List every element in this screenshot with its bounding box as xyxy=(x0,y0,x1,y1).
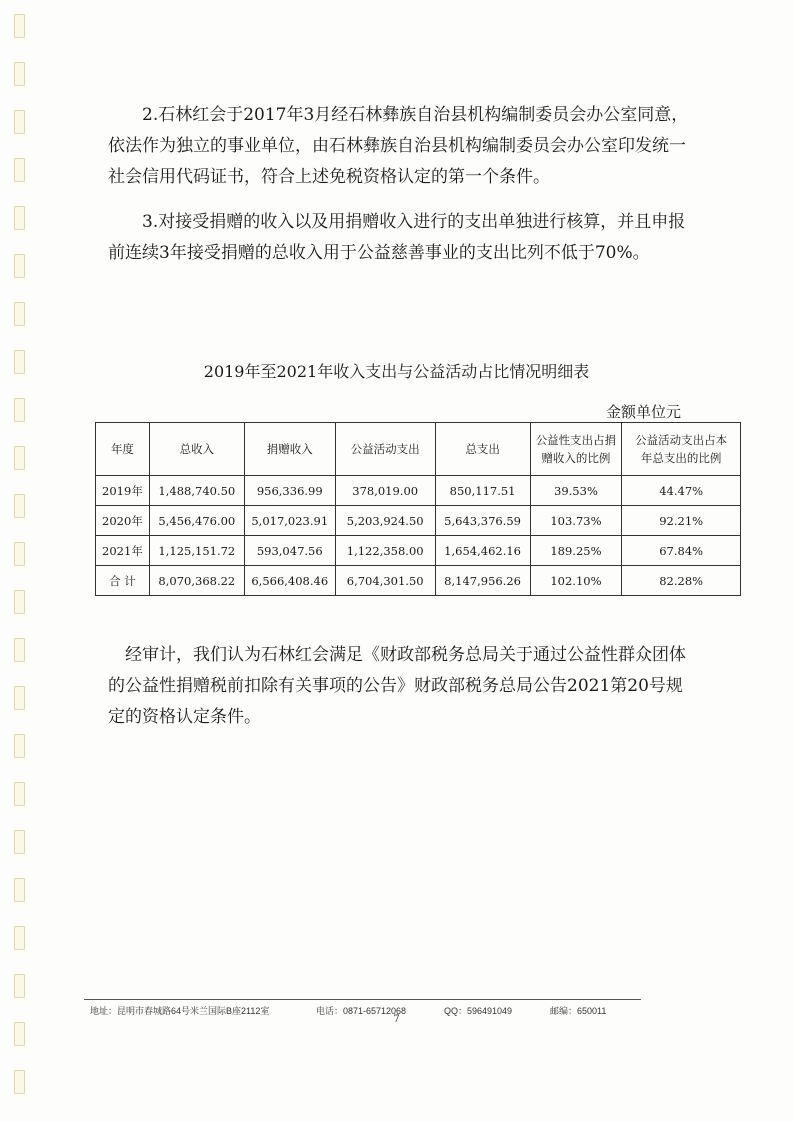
cell-donation-income: 956,336.99 xyxy=(244,476,335,506)
binding-hole xyxy=(14,926,25,950)
cell-ratio-donation: 39.53% xyxy=(530,476,622,506)
binding-hole xyxy=(14,1022,25,1046)
header-total-expense: 总支出 xyxy=(435,423,530,476)
paragraph-conclusion: 经审计，我们认为石林红会满足《财政部税务总局关于通过公益性群众团体的公益性捐赠税前扣除有关事项的公告》财政部税务总局公告2021第20号规定的资格认定条件。 xyxy=(108,645,686,727)
binding-hole xyxy=(14,62,25,86)
binding-hole xyxy=(14,974,25,998)
binding-hole xyxy=(14,638,25,662)
table-title: 2019年至2021年收入支出与公益活动占比情况明细表 xyxy=(203,362,590,381)
header-ratio-total xyxy=(622,423,741,476)
header-donation-income: 捐赠收入 xyxy=(244,423,335,476)
binding-hole xyxy=(14,494,25,518)
binding-hole xyxy=(14,254,25,278)
binding-hole xyxy=(14,206,25,230)
footer-divider xyxy=(84,999,641,1000)
header-ratio-donation-line1: 公益性支出占捐 xyxy=(535,433,617,447)
cell-ratio-total: 44.47% xyxy=(622,476,741,506)
header-charity-expense: 公益活动支出 xyxy=(335,423,435,476)
paragraph-condition-1: 2.石林红会于2017年3月经石林彝族自治县机构编制委员会办公室同意，依法作为独立的事业单位，由石林彝族自治县机构编制委员会办公室印发统一社会信用代码证书，符合上述免税资格认定的第一个条件。 xyxy=(108,105,689,187)
cell-charity-expense: 378,019.00 xyxy=(335,476,435,506)
binding-hole xyxy=(14,302,25,326)
cell-ratio-total: 67.84% xyxy=(622,536,741,566)
binding-hole xyxy=(14,446,25,470)
binding-hole xyxy=(14,158,25,182)
cell-year: 2019年 xyxy=(96,476,150,506)
cell-total-expense: 1,654,462.16 xyxy=(435,536,530,566)
binding-hole xyxy=(14,542,25,566)
header-ratio-total-line1: 公益活动支出占本 xyxy=(635,433,728,447)
cell-total-income: 5,456,476.00 xyxy=(149,506,244,536)
footer-postcode: 邮编：650011 xyxy=(550,1006,607,1016)
page-number: 7 xyxy=(393,1014,400,1025)
cell-total-expense: 850,117.51 xyxy=(435,476,530,506)
cell-total-income: 1,125,151.72 xyxy=(149,536,244,566)
binding-hole xyxy=(14,782,25,806)
binding-hole xyxy=(14,686,25,710)
footer-phone: 电话：0871-65712068 xyxy=(316,1006,407,1016)
cell-ratio-donation: 189.25% xyxy=(530,536,622,566)
table-row xyxy=(96,476,741,506)
footer-qq: QQ：596491049 xyxy=(444,1006,513,1016)
binding-hole xyxy=(14,734,25,758)
binding-hole xyxy=(14,398,25,422)
header-ratio-total-line2: 年总支出的比例 xyxy=(640,451,722,465)
table-row xyxy=(96,536,741,566)
cell-ratio-donation: 103.73% xyxy=(530,506,622,536)
binding-hole xyxy=(14,1070,25,1094)
cell-charity-expense: 5,203,924.50 xyxy=(335,506,435,536)
cell-charity-expense: 1,122,358.00 xyxy=(335,536,435,566)
header-ratio-donation-line2: 赠收入的比例 xyxy=(541,451,611,465)
cell-year: 合 计 xyxy=(96,566,150,596)
cell-ratio-total: 92.21% xyxy=(622,506,741,536)
cell-year: 2021年 xyxy=(96,536,150,566)
cell-donation-income: 6,566,408.46 xyxy=(244,566,335,596)
cell-total-expense: 5,643,376.59 xyxy=(435,506,530,536)
header-year: 年度 xyxy=(96,423,150,476)
binding-hole xyxy=(14,110,25,134)
cell-total-income: 8,070,368.22 xyxy=(149,566,244,596)
header-ratio-donation xyxy=(530,423,622,476)
amount-unit: 金额单位元 xyxy=(606,403,682,421)
header-total-income: 总收入 xyxy=(149,423,244,476)
footer-address: 地址：昆明市春城路64号米兰国际B座2112室 xyxy=(90,1006,270,1016)
cell-year: 2020年 xyxy=(96,506,150,536)
table-header-row xyxy=(96,423,741,476)
cell-charity-expense: 6,704,301.50 xyxy=(335,566,435,596)
cell-total-income: 1,488,740.50 xyxy=(149,476,244,506)
table-row xyxy=(96,506,741,536)
cell-ratio-donation: 102.10% xyxy=(530,566,622,596)
cell-donation-income: 593,047.56 xyxy=(244,536,335,566)
cell-total-expense: 8,147,956.26 xyxy=(435,566,530,596)
income-expense-table xyxy=(95,422,741,596)
cell-donation-income: 5,017,023.91 xyxy=(244,506,335,536)
binding-hole xyxy=(14,14,25,38)
paragraph-condition-3: 3.对接受捐赠的收入以及用捐赠收入进行的支出单独进行核算，并且申报前连续3年接受捐赠的总收入用于公益慈善事业的支出比列不低于70%。 xyxy=(108,212,686,263)
binding-hole xyxy=(14,590,25,614)
binding-holes xyxy=(14,0,26,1122)
cell-ratio-total: 82.28% xyxy=(622,566,741,596)
table-total-row xyxy=(96,566,741,596)
binding-hole xyxy=(14,878,25,902)
binding-hole xyxy=(14,830,25,854)
